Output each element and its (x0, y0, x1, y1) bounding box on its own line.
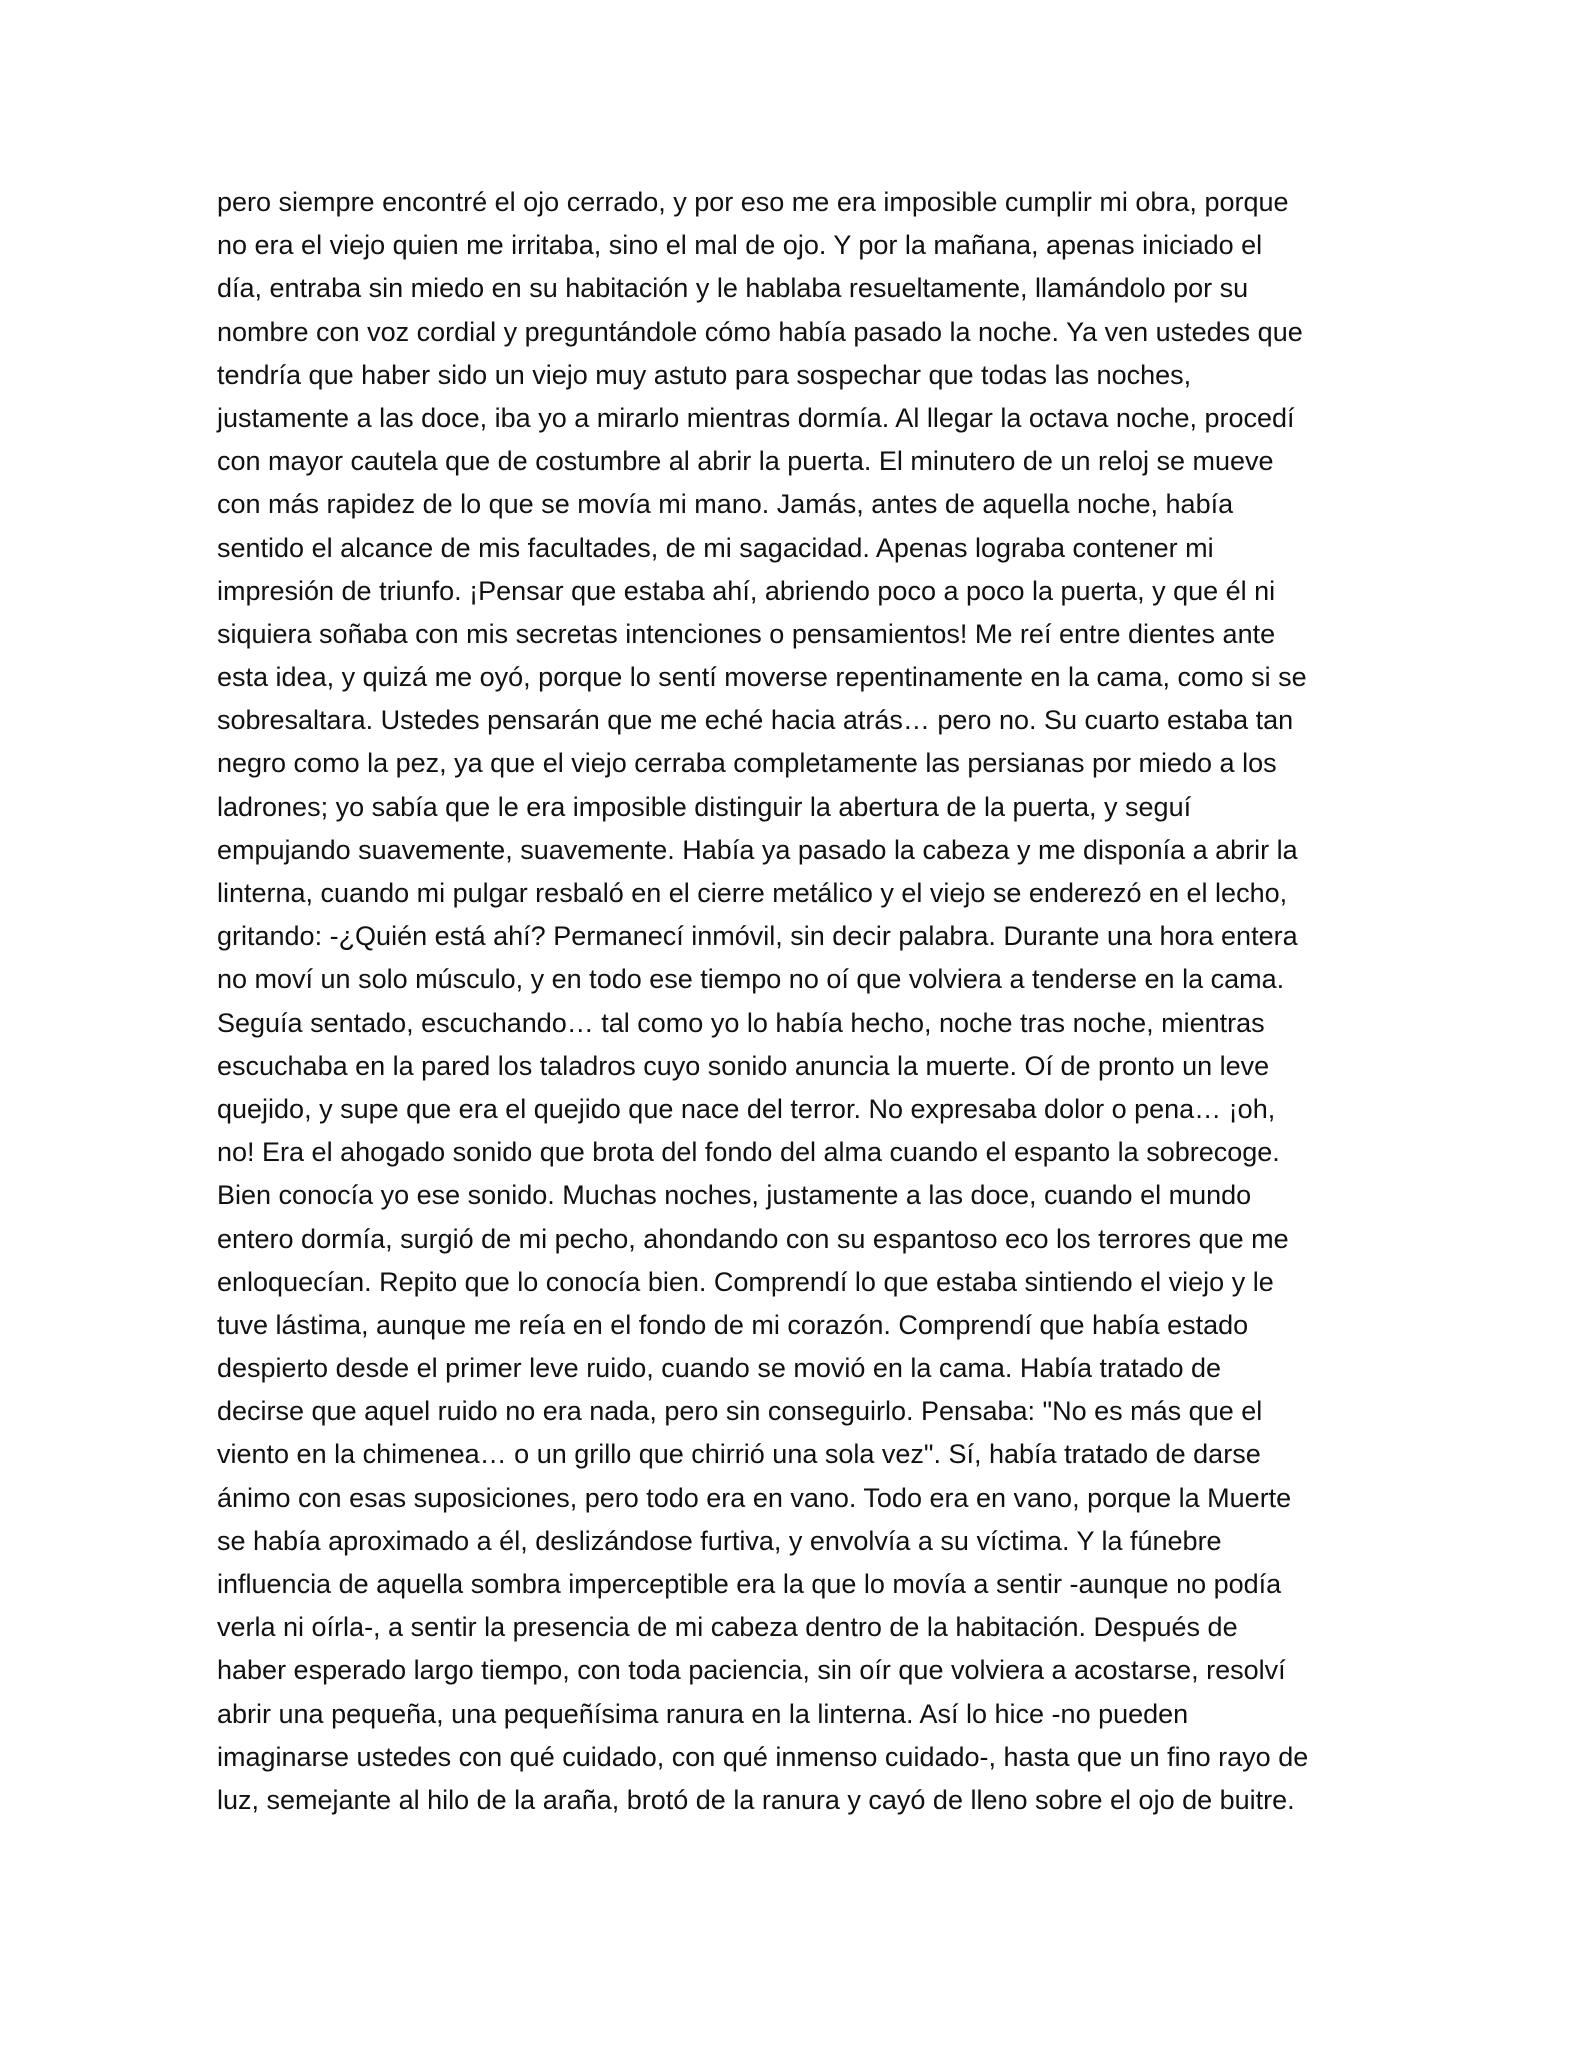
text-line: verla ni oírla-, a sentir la presencia de mi cabeza dentro de la habitación. Después de (217, 1612, 1238, 1643)
text-line: escuchaba en la pared los taladros cuyo sonido anuncia la muerte. Oí de pronto un leve (217, 1050, 1270, 1081)
text-line: siquiera soñaba con mis secretas intenciones o pensamientos! Me reí entre dientes ante (217, 618, 1276, 649)
text-line: nombre con voz cordial y preguntándole cómo había pasado la noche. Ya ven ustedes que (217, 316, 1303, 347)
text-line: impresión de triunfo. ¡Pensar que estaba ahí, abriendo poco a poco la puerta, y que él ni (217, 575, 1276, 606)
text-line: justamente a las doce, iba yo a mirarlo mientras dormía. Al llegar la octava noche, procedí (217, 402, 1295, 433)
text-line: sentido el alcance de mis facultades, de mi sagacidad. Apenas lograba contener mi (217, 532, 1214, 563)
text-line: entero dormía, surgió de mi pecho, ahondando con su espantoso eco los terrores que me (217, 1223, 1289, 1254)
text-line: día, entraba sin miedo en su habitación y le hablaba resueltamente, llamándolo por su (217, 273, 1249, 304)
text-line: tendría que haber sido un viejo muy astuto para sospechar que todas las noches, (217, 359, 1192, 390)
text-line: se había aproximado a él, deslizándose furtiva, y envolvía a su víctima. Y la fúnebre (217, 1525, 1222, 1556)
text-line: viento en la chimenea… o un grillo que chirrió una sola vez". Sí, había tratado de darse (217, 1439, 1261, 1470)
text-line: ánimo con esas suposiciones, pero todo era en vano. Todo era en vano, porque la Muerte (217, 1482, 1292, 1513)
text-line: pero siempre encontré el ojo cerrado, y por eso me era imposible cumplir mi obra, porque (217, 187, 1289, 217)
text-line: empujando suavemente, suavemente. Había ya pasado la cabeza y me disponía a abrir la (217, 834, 1298, 865)
text-line: ladrones; yo sabía que le era imposible distinguir la abertura de la puerta, y seguí (217, 791, 1192, 822)
text-line: gritando: -¿Quién está ahí? Permanecí inmóvil, sin decir palabra. Durante una hora entera (217, 921, 1298, 952)
text-line: no era el viejo quien me irritaba, sino el mal de ojo. Y por la mañana, apenas iniciado el (217, 230, 1263, 261)
body-text (217, 181, 1377, 1822)
text-line: linterna, cuando mi pulgar resbaló en el cierre metálico y el viejo se enderezó en el lecho, (217, 878, 1288, 908)
text-line: quejido, y supe que era el quejido que nace del terror. No expresaba dolor o pena… ¡oh, (217, 1093, 1276, 1124)
text-line: tuve lástima, aunque me reía en el fondo de mi corazón. Comprendí que había estado (217, 1309, 1249, 1340)
text-line: abrir una pequeña, una pequeñísima ranura en la linterna. Así lo hice -no pueden (217, 1698, 1189, 1729)
text-line: luz, semejante al hilo de la araña, brotó de la ranura y cayó de lleno sobre el ojo de buitre. (217, 1784, 1295, 1815)
text-line: con mayor cautela que de costumbre al abrir la puerta. El minutero de un reloj se mueve (217, 446, 1274, 477)
text-line: esta idea, y quizá me oyó, porque lo sentí moverse repentinamente en la cama, como si se (217, 662, 1307, 693)
text-line: Bien conocía yo ese sonido. Muchas noches, justamente a las doce, cuando el mundo (217, 1180, 1252, 1211)
text-line: negro como la pez, ya que el viejo cerraba completamente las persianas por miedo a los (217, 748, 1277, 779)
text-line: con más rapidez de lo que se movía mi mano. Jamás, antes de aquella noche, había (217, 489, 1234, 520)
text-line: influencia de aquella sombra imperceptible era la que lo movía a sentir -aunque no podía (217, 1569, 1282, 1599)
text-line: sobresaltara. Ustedes pensarán que me eché hacia atrás… pero no. Su cuarto estaba tan (217, 705, 1294, 736)
text-line: no! Era el ahogado sonido que brota del fondo del alma cuando el espanto la sobrecoge. (217, 1137, 1280, 1168)
text-line: enloquecían. Repito que lo conocía bien. Comprendí lo que estaba sintiendo el viejo y le (217, 1266, 1274, 1297)
text-line: no moví un solo músculo, y en todo ese tiempo no oí que volviera a tenderse en la cama. (217, 964, 1285, 995)
text-line: haber esperado largo tiempo, con toda paciencia, sin oír que volviera a acostarse, resolví (217, 1655, 1286, 1686)
text-line: despierto desde el primer leve ruido, cuando se movió en la cama. Había tratado de (217, 1353, 1222, 1384)
text-line: Seguía sentado, escuchando… tal como yo lo había hecho, noche tras noche, mientras (217, 1007, 1265, 1038)
text-line: imaginarse ustedes con qué cuidado, con qué inmenso cuidado-, hasta que un fino rayo de (217, 1741, 1309, 1772)
text-line: decirse que aquel ruido no era nada, pero sin conseguirlo. Pensaba: "No es más que el (217, 1396, 1263, 1427)
